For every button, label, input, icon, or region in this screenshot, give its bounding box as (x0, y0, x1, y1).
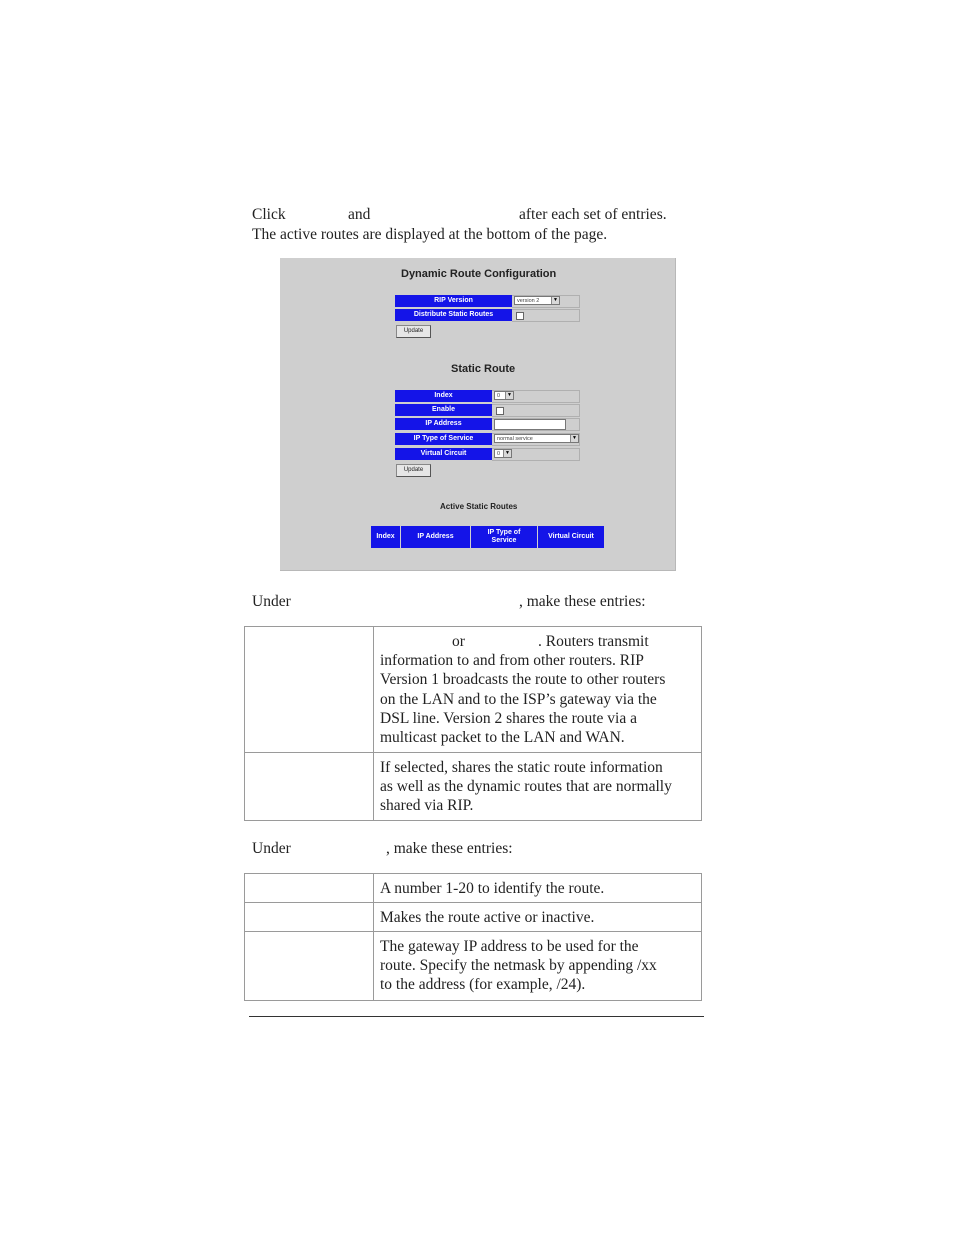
under2-make: , make these entries: (386, 840, 513, 857)
intro-and: and (348, 206, 371, 223)
dynamic-update-button[interactable]: Update (396, 325, 431, 338)
table1-row1-line6: DSL line. Version 2 shares the route via a (380, 710, 637, 727)
table1-row1-line3: information to and from other routers. RIP (380, 652, 644, 669)
table1-row1-line2: . Routers transmit (538, 633, 649, 650)
table1-column-divider (373, 627, 374, 820)
static-update-button[interactable]: Update (396, 464, 431, 477)
virtual-circuit-label: Virtual Circuit (395, 448, 492, 460)
chevron-down-icon: ▼ (570, 435, 578, 442)
intro-line2: The active routes are displayed at the bottom of the page. (252, 226, 608, 243)
table1-row2-line2: as well as the dynamic routes that are normally (380, 778, 672, 795)
static-route-title: Static Route (451, 363, 516, 375)
table2-row-divider-1 (245, 902, 701, 903)
table1-row1-line4: Version 1 broadcasts the route to other routers (380, 671, 666, 688)
distribute-label: Distribute Static Routes (395, 309, 512, 321)
ip-address-input[interactable] (494, 419, 566, 430)
under2-under: Under (252, 840, 291, 857)
column-header-virtual-circuit: Virtual Circuit (538, 526, 604, 548)
under1-under: Under (252, 593, 291, 610)
table1-row2-line1: If selected, shares the static route information (380, 759, 663, 776)
intro-click: Click (252, 206, 286, 223)
virtual-circuit-select[interactable] (494, 449, 512, 458)
enable-cell (492, 404, 580, 417)
table1-row2-line3: shared via RIP. (380, 797, 474, 814)
table2-row3-line2: route. Specify the netmask by appending /xx (380, 957, 657, 974)
enable-label: Enable (395, 404, 492, 416)
ip-address-label: IP Address (395, 418, 492, 430)
active-routes-title: Active Static Routes (440, 502, 518, 511)
rip-version-label: RIP Version (395, 295, 512, 307)
distribute-checkbox[interactable] (516, 312, 524, 320)
ip-tos-value: normal service (497, 436, 533, 442)
column-header-index: Index (371, 526, 401, 548)
dynamic-route-title: Dynamic Route Configuration (401, 268, 557, 280)
table2-row2-line1: Makes the route active or inactive. (380, 909, 595, 926)
index-select[interactable] (494, 391, 514, 400)
route-config-screenshot (280, 258, 676, 571)
footer-rule (249, 1016, 704, 1017)
column-header-ip-tos: IP Type of Service (471, 526, 538, 548)
index-label: Index (395, 390, 492, 402)
chevron-down-icon: ▼ (503, 450, 511, 457)
rip-version-select[interactable] (514, 296, 560, 305)
table2-row3-line1: The gateway IP address to be used for the (380, 938, 639, 955)
table2-column-divider (373, 874, 374, 1000)
enable-checkbox[interactable] (496, 407, 504, 415)
table1-row-divider (245, 752, 701, 753)
table1-row1-line7: multicast packet to the LAN and WAN. (380, 729, 625, 746)
table2-row-divider-2 (245, 931, 701, 932)
under1-make: , make these entries: (519, 593, 646, 610)
column-header-ip-address: IP Address (401, 526, 471, 548)
ip-tos-select[interactable] (494, 434, 579, 443)
ip-tos-label: IP Type of Service (395, 433, 492, 445)
intro-after: after each set of entries. (519, 206, 667, 223)
table1-row1-line1: or (452, 633, 465, 650)
index-value: 0 (497, 393, 501, 399)
table2-row1-line1: A number 1-20 to identify the route. (380, 880, 605, 897)
static-route-table (244, 873, 702, 1001)
chevron-down-icon: ▼ (551, 297, 559, 304)
table1-row1-line5: on the LAN and to the ISP’s gateway via the (380, 691, 657, 708)
chevron-down-icon: ▼ (505, 392, 513, 399)
table2-row3-line3: to the address (for example, /24). (380, 976, 586, 993)
rip-settings-table (244, 626, 702, 821)
rip-version-value: version 2 (517, 298, 540, 304)
virtual-circuit-value: 0 (497, 451, 501, 457)
